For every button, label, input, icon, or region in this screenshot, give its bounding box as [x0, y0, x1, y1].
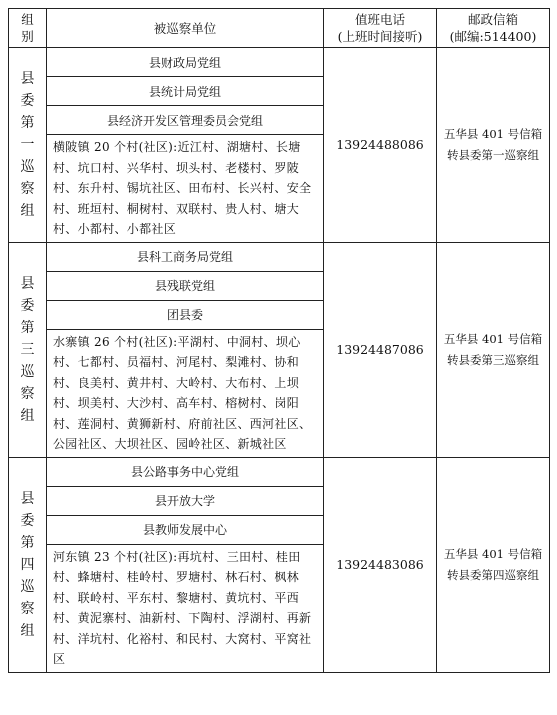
- header-mail-line2: (邮编:514400): [449, 29, 537, 44]
- header-phone-line2: (上班时间接听): [337, 29, 423, 44]
- inspected-unit: 县经济开发区管理委员会党组: [47, 106, 324, 135]
- table-row: [9, 457, 550, 486]
- inspected-villages: 水寨镇 26 个村(社区):平湖村、中洞村、坝心村、七都村、员福村、河尾村、梨滩村、协和村、良美村、黄井村、大岭村、大布村、上坝村、坝美村、大沙村、高车村、榕树村、岗阳村、莲洞村、黄狮新村、府前社区、西河社区、公园社区、大坝社区、园岭社区、新城社区: [47, 329, 324, 457]
- header-mail: [437, 9, 550, 48]
- header-phone-line1: 值班电话: [354, 12, 405, 27]
- group-name: 县 委 第 三 巡 察 组: [9, 242, 47, 457]
- header-mail-line1: 邮政信箱: [467, 12, 518, 27]
- header-group-line1: 组: [21, 12, 34, 27]
- inspected-unit: 团县委: [47, 300, 324, 329]
- postal-mailbox: 五华县 401 号信箱 转县委第四巡察组: [437, 457, 550, 672]
- postal-mailbox: 五华县 401 号信箱 转县委第一巡察组: [437, 48, 550, 243]
- group-name: 县 委 第 一 巡 察 组: [9, 48, 47, 243]
- inspected-villages: 横陂镇 20 个村(社区):近江村、湖塘村、长塘村、坑口村、兴华村、坝头村、老楼村、罗陂村、东升村、锡坑社区、田布村、长兴村、安全村、班垣村、桐树村、双联村、贵人村、塘大村、小都村、小都社区: [47, 135, 324, 243]
- header-group: [9, 9, 47, 48]
- header-phone: [324, 9, 437, 48]
- duty-phone: 13924488086: [324, 48, 437, 243]
- inspected-unit: 县财政局党组: [47, 48, 324, 77]
- postal-mailbox: 五华县 401 号信箱 转县委第三巡察组: [437, 242, 550, 457]
- duty-phone: 13924487086: [324, 242, 437, 457]
- inspected-unit: 县科工商务局党组: [47, 242, 324, 271]
- header-unit: 被巡察单位: [47, 9, 324, 48]
- header-group-line2: 别: [21, 29, 34, 44]
- group-name: 县 委 第 四 巡 察 组: [9, 457, 47, 672]
- table-header-row: [9, 9, 550, 48]
- inspected-unit: 县残联党组: [47, 271, 324, 300]
- table-row: [9, 48, 550, 77]
- inspected-unit: 县统计局党组: [47, 77, 324, 106]
- inspected-villages: 河东镇 23 个村(社区):再坑村、三田村、桂田村、蜂塘村、桂岭村、罗塘村、林石村、枫林村、联岭村、平东村、黎塘村、黄坑村、平西村、黄泥寨村、油新村、下陶村、浮湖村、再新村、洋坑村、化裕村、和民村、大窝村、平窝社区: [47, 544, 324, 672]
- inspected-unit: 县教师发展中心: [47, 515, 324, 544]
- duty-phone: 13924483086: [324, 457, 437, 672]
- inspected-unit: 县开放大学: [47, 486, 324, 515]
- inspected-unit: 县公路事务中心党组: [47, 457, 324, 486]
- table-row: [9, 242, 550, 271]
- inspection-schedule-table: [8, 8, 550, 673]
